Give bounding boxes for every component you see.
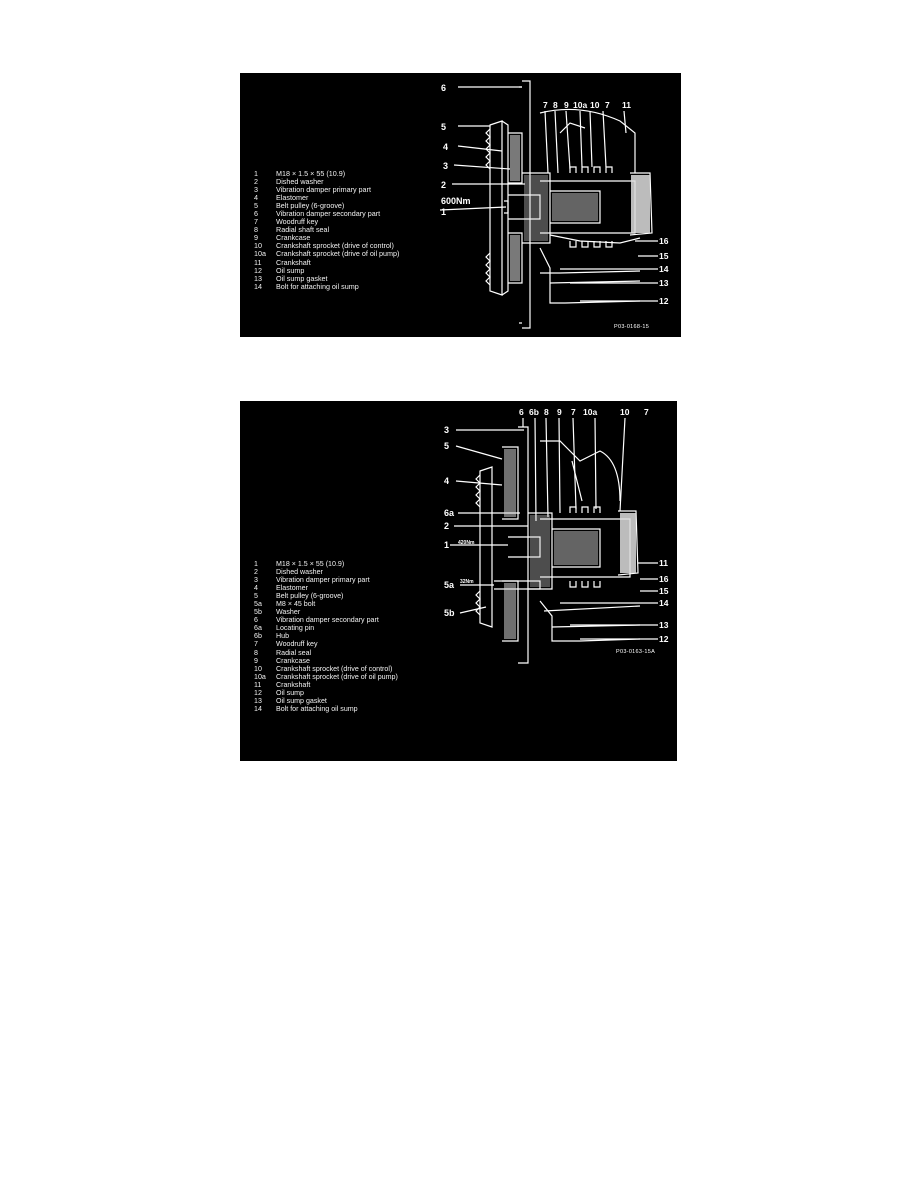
legend-number: 5b <box>254 608 262 617</box>
legend-item <box>254 624 398 632</box>
callout-1: 1 <box>441 207 447 217</box>
torque-label: 600Nm <box>441 196 471 206</box>
legend-text: Vibration damper secondary part <box>276 209 381 219</box>
callout-13: 13 <box>659 278 669 288</box>
callout-top-9: 9 <box>557 407 562 417</box>
legend-number: 4 <box>254 584 258 593</box>
callout-top-10a: 10a <box>583 407 598 417</box>
figure-2-legend <box>254 560 398 713</box>
legend-text: Bolt for attaching oil sump <box>276 704 358 713</box>
callout-top-11: 11 <box>622 100 631 110</box>
legend-number: 3 <box>254 185 258 195</box>
legend-text: Bolt for attaching oil sump <box>276 281 359 291</box>
legend-number: 13 <box>254 273 262 283</box>
legend-item <box>254 576 398 584</box>
figure-1-legend <box>254 170 399 291</box>
legend-item <box>254 649 398 657</box>
legend-number: 7 <box>254 217 258 227</box>
legend-number: 4 <box>254 193 258 203</box>
legend-number: 5 <box>254 201 258 211</box>
legend-number: 12 <box>254 265 262 275</box>
legend-number: 10 <box>254 241 262 251</box>
legend-text: Elastomer <box>276 193 309 203</box>
legend-text: Crankshaft sprocket (drive of control) <box>276 241 394 251</box>
callout-2: 2 <box>444 521 450 531</box>
legend-number: 9 <box>254 233 258 243</box>
callout-13: 13 <box>659 620 669 630</box>
callout-6a: 6a <box>444 508 455 518</box>
callout-top-6b: 6b <box>529 407 539 417</box>
callout-top-10a: 10a <box>573 100 588 110</box>
legend-number: 10a <box>254 249 266 259</box>
callout-top-7b: 7 <box>605 100 610 110</box>
legend-item <box>254 632 398 640</box>
legend-number: 6 <box>254 209 258 219</box>
figure-1-crankshaft-damper-diagram <box>240 73 681 337</box>
legend-item <box>254 705 398 713</box>
callout-6: 6 <box>441 83 447 93</box>
legend-item <box>254 560 398 568</box>
callout-14: 14 <box>659 598 669 608</box>
legend-number: 2 <box>254 568 258 577</box>
legend-text: Crankcase <box>276 233 311 243</box>
callout-15: 15 <box>659 251 669 261</box>
callout-top-6: 6 <box>519 407 524 417</box>
legend-number: 2 <box>254 177 258 187</box>
legend-text: Oil sump <box>276 688 304 697</box>
callout-5a: 5a <box>444 580 455 590</box>
legend-text: Locating pin <box>276 624 315 633</box>
callout-3: 3 <box>443 161 449 171</box>
callout-15: 15 <box>659 586 669 596</box>
legend-text: Dished washer <box>276 177 324 187</box>
legend-item <box>254 584 398 592</box>
legend-item <box>254 592 398 600</box>
legend-text: Vibration damper primary part <box>276 185 371 195</box>
legend-number: 11 <box>254 257 262 267</box>
torque-label-1: 420Nm <box>458 540 475 546</box>
legend-number: 12 <box>254 688 262 697</box>
legend-item <box>254 568 398 576</box>
legend-item <box>254 640 398 648</box>
legend-number: 1 <box>254 169 258 178</box>
legend-text: Elastomer <box>276 584 308 593</box>
callout-1: 1 <box>444 540 450 550</box>
callout-top-7: 7 <box>571 407 576 417</box>
legend-text: Hub <box>276 632 290 641</box>
legend-number: 6a <box>254 624 262 633</box>
callout-top-8: 8 <box>553 100 558 110</box>
legend-number: 10 <box>254 664 262 673</box>
callout-16: 16 <box>659 236 669 246</box>
legend-text: Oil sump <box>276 265 305 275</box>
legend-item <box>254 689 398 697</box>
legend-text: Woodruff key <box>276 640 318 649</box>
legend-item <box>254 665 398 673</box>
callout-2: 2 <box>441 180 447 190</box>
legend-number: 5a <box>254 600 262 609</box>
legend-text: Crankshaft <box>276 680 311 689</box>
legend-text: Crankshaft <box>276 257 311 267</box>
callout-5: 5 <box>441 122 447 132</box>
legend-number: 11 <box>254 680 262 689</box>
figure-1-code: P03-0168-15 <box>614 324 650 330</box>
legend-text: Dished washer <box>276 568 323 577</box>
legend-text: Radial seal <box>276 648 312 657</box>
callout-12: 12 <box>659 634 669 644</box>
callout-3: 3 <box>444 425 450 435</box>
legend-item <box>254 697 398 705</box>
legend-number: 9 <box>254 656 258 665</box>
legend-text: Crankshaft sprocket (drive of control) <box>276 664 393 673</box>
callout-top-7b: 7 <box>644 407 649 417</box>
callout-14: 14 <box>659 264 669 274</box>
legend-number: 6b <box>254 632 262 641</box>
legend-number: 10a <box>254 672 266 681</box>
callout-16: 16 <box>659 574 669 584</box>
legend-text: Vibration damper primary part <box>276 576 370 585</box>
legend-number: 14 <box>254 704 262 713</box>
legend-text: Crankshaft sprocket (drive of oil pump) <box>276 672 398 681</box>
callout-11: 11 <box>659 558 668 568</box>
figure-2-crankshaft-damper-diagram <box>240 401 677 761</box>
legend-text: M18 × 1.5 × 55 (10.9) <box>276 169 346 178</box>
callout-5: 5 <box>444 441 450 451</box>
callout-top-10: 10 <box>590 100 600 110</box>
legend-text: M8 × 45 bolt <box>276 600 316 609</box>
legend-text: Woodruff key <box>276 217 319 227</box>
legend-item <box>254 283 399 291</box>
legend-number: 13 <box>254 696 262 705</box>
legend-text: Belt pulley (6-groove) <box>276 592 344 601</box>
legend-text: Radial shaft seal <box>276 225 330 235</box>
legend-text: Belt pulley (6-groove) <box>276 201 345 211</box>
legend-text: Oil sump gasket <box>276 696 327 705</box>
callout-5b: 5b <box>444 608 455 618</box>
callout-top-8: 8 <box>544 407 549 417</box>
legend-number: 5 <box>254 592 258 601</box>
legend-text: M18 × 1.5 × 55 (10.9) <box>276 560 345 568</box>
callout-top-10: 10 <box>620 407 630 417</box>
torque-label-2: 32Nm <box>460 579 474 585</box>
legend-item <box>254 673 398 681</box>
callout-4: 4 <box>443 142 449 152</box>
legend-item <box>254 616 398 624</box>
legend-text: Crankshaft sprocket (drive of oil pump) <box>276 249 400 259</box>
legend-number: 3 <box>254 576 258 585</box>
legend-item <box>254 600 398 608</box>
legend-item <box>254 657 398 665</box>
legend-item <box>254 681 398 689</box>
legend-number: 8 <box>254 648 258 657</box>
callout-top-9: 9 <box>564 100 569 110</box>
figure-2-code: P03-0163-15A <box>616 649 656 655</box>
legend-text: Crankcase <box>276 656 310 665</box>
legend-number: 8 <box>254 225 258 235</box>
legend-item <box>254 608 398 616</box>
legend-number: 6 <box>254 616 258 625</box>
callout-4: 4 <box>444 476 450 486</box>
legend-number: 14 <box>254 281 262 291</box>
legend-number: 7 <box>254 640 258 649</box>
legend-text: Oil sump gasket <box>276 273 328 283</box>
callout-top-7: 7 <box>543 100 548 110</box>
legend-number: 1 <box>254 560 258 568</box>
legend-text: Washer <box>276 608 301 617</box>
callout-12: 12 <box>659 296 669 306</box>
legend-text: Vibration damper secondary part <box>276 616 379 625</box>
